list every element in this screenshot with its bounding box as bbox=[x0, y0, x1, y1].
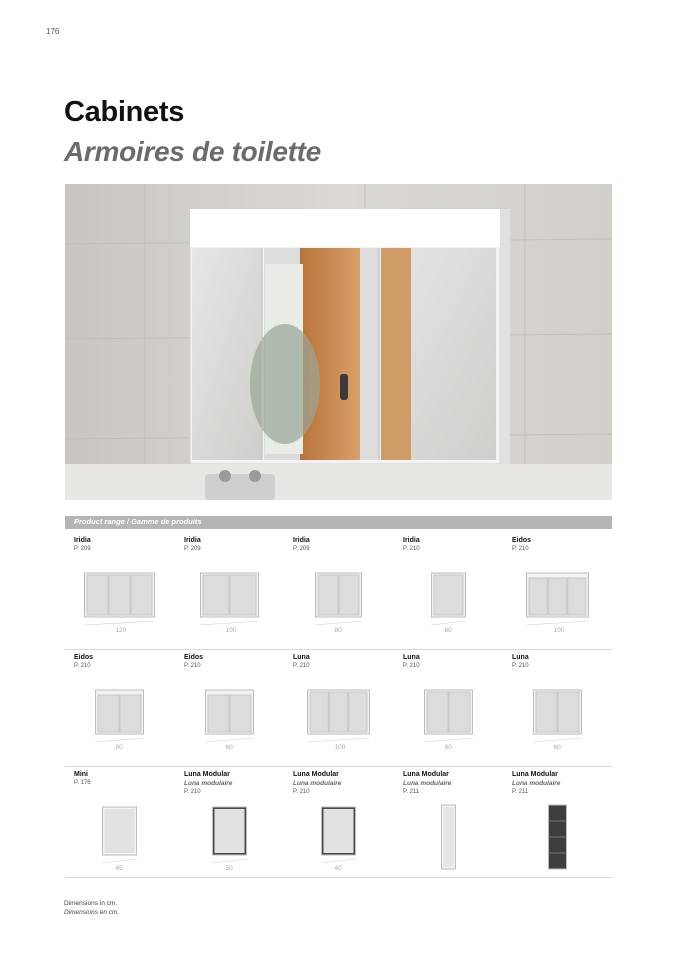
product-name: Luna Modular bbox=[293, 771, 339, 778]
product-page-ref: P. 209 bbox=[74, 546, 91, 552]
product-name: Luna Modular bbox=[403, 771, 449, 778]
page-subtitle: Armoires de toilette bbox=[64, 136, 321, 167]
product-row bbox=[65, 533, 612, 650]
product-page-ref: P. 210 bbox=[74, 663, 91, 669]
product-name: Luna Modular bbox=[184, 771, 230, 778]
product-name: Eidos bbox=[74, 654, 94, 661]
product-card[interactable] bbox=[503, 650, 612, 766]
product-width-label: 80 bbox=[115, 744, 123, 751]
product-width-label: 60 bbox=[444, 627, 452, 634]
product-name-fr: Luna modulaire bbox=[293, 780, 342, 787]
product-name: Iridia bbox=[403, 537, 420, 544]
product-width-label: 100 bbox=[553, 627, 565, 634]
product-name: Mini bbox=[74, 771, 88, 778]
product-range-header bbox=[65, 516, 612, 529]
product-page-ref: P. 210 bbox=[403, 546, 420, 552]
product-page-ref: P. 210 bbox=[403, 663, 420, 669]
page-title: Cabinets bbox=[64, 96, 185, 128]
hero-photo bbox=[65, 184, 612, 500]
product-card[interactable] bbox=[175, 767, 284, 877]
product-page-ref: P. 210 bbox=[512, 546, 529, 552]
product-card[interactable] bbox=[175, 533, 284, 649]
product-page-ref: P. 210 bbox=[184, 789, 201, 795]
product-card[interactable] bbox=[284, 650, 393, 766]
product-card[interactable] bbox=[65, 533, 174, 649]
product-width-label: 100 bbox=[334, 744, 346, 751]
product-width-label: 60 bbox=[553, 744, 561, 751]
product-card[interactable] bbox=[503, 767, 612, 877]
product-width-label: 80 bbox=[444, 744, 452, 751]
product-thumbnail bbox=[65, 797, 174, 875]
product-range-label: Product range / Gamme de produits bbox=[74, 517, 202, 526]
product-card[interactable] bbox=[65, 650, 174, 766]
product-name-fr: Luna modulaire bbox=[403, 780, 452, 787]
product-thumbnail bbox=[284, 797, 393, 875]
product-thumbnail bbox=[503, 797, 612, 875]
product-name: Iridia bbox=[74, 537, 91, 544]
product-width-label: 80 bbox=[334, 627, 342, 634]
product-width-label: 45 bbox=[115, 865, 123, 872]
product-page-ref: P. 210 bbox=[184, 663, 201, 669]
footnote-fr: Dimensions en cm. bbox=[64, 909, 120, 916]
product-width-label: 40 bbox=[334, 865, 342, 872]
product-width-label: 100 bbox=[225, 627, 237, 634]
product-thumbnail bbox=[394, 797, 503, 875]
product-name: Luna Modular bbox=[512, 771, 558, 778]
product-name: Eidos bbox=[512, 537, 532, 544]
product-card[interactable] bbox=[394, 533, 503, 649]
product-grid bbox=[65, 533, 612, 878]
product-card[interactable] bbox=[65, 767, 174, 877]
product-card[interactable] bbox=[284, 767, 393, 877]
footnote bbox=[64, 899, 119, 917]
product-name: Eidos bbox=[184, 654, 204, 661]
product-page-ref: P. 211 bbox=[512, 789, 529, 795]
product-row bbox=[65, 650, 612, 767]
product-thumbnail bbox=[175, 797, 284, 875]
product-width-label: 50 bbox=[225, 865, 233, 872]
product-name-fr: Luna modulaire bbox=[184, 780, 233, 787]
product-name: Iridia bbox=[293, 537, 310, 544]
product-card[interactable] bbox=[394, 767, 503, 877]
product-width-label: 60 bbox=[225, 744, 233, 751]
product-page-ref: P. 209 bbox=[293, 546, 310, 552]
product-page-ref: P. 210 bbox=[293, 789, 310, 795]
product-card[interactable] bbox=[394, 650, 503, 766]
product-page-ref: P. 176 bbox=[74, 780, 91, 786]
product-name: Luna bbox=[293, 654, 310, 661]
footnote-en: Dimensions in cm. bbox=[64, 900, 118, 907]
product-name: Luna bbox=[512, 654, 529, 661]
product-row bbox=[65, 767, 612, 878]
product-page-ref: P. 211 bbox=[403, 789, 420, 795]
product-width-label: 120 bbox=[115, 627, 127, 634]
product-name-fr: Luna modulaire bbox=[512, 780, 561, 787]
product-card[interactable] bbox=[503, 533, 612, 649]
product-name: Iridia bbox=[184, 537, 201, 544]
product-page-ref: P. 210 bbox=[512, 663, 529, 669]
product-page-ref: P. 209 bbox=[184, 546, 201, 552]
product-card[interactable] bbox=[175, 650, 284, 766]
page-number: 176 bbox=[46, 27, 60, 36]
product-name: Luna bbox=[403, 654, 420, 661]
product-card[interactable] bbox=[284, 533, 393, 649]
product-page-ref: P. 210 bbox=[293, 663, 310, 669]
